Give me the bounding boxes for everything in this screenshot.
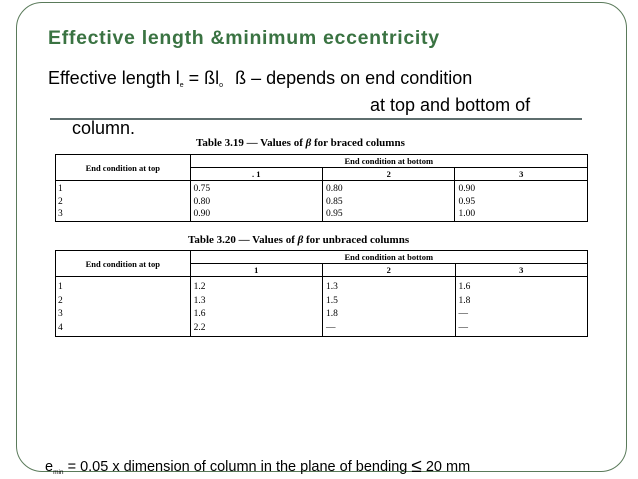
table1-top-header: End condition at top (56, 155, 191, 181)
table1-col-label: . 1 (190, 168, 322, 181)
table1-cell: 0.80 (193, 196, 211, 207)
table1-row-labels (56, 181, 191, 222)
table2-caption (188, 234, 409, 246)
table1-cell: 0.80 (326, 184, 343, 194)
table2-cell: 1.8 (326, 309, 338, 319)
formula-text: = 0.05 x dimension of column in the plane of bending (63, 459, 412, 475)
table2-row-labels (56, 277, 191, 337)
table1-row-label: 3 (58, 209, 63, 219)
table1-row-label: 2 (58, 196, 63, 207)
table1-col2-values (323, 181, 455, 222)
table1-bottom-header: End condition at bottom (190, 155, 587, 168)
table1-col3-values (455, 181, 588, 222)
table2-col2-values (323, 277, 455, 337)
table2-cell: 1.8 (458, 295, 471, 306)
table2-cell: 1.6 (458, 282, 471, 292)
braced-columns-table (55, 154, 588, 222)
description-line-2: at top and bottom of (370, 95, 531, 115)
table1-col-label: 2 (323, 168, 455, 181)
less-equal-symbol: ≤ (411, 456, 422, 477)
table1-cell: 0.90 (193, 209, 211, 219)
table2-cell: 1.6 (193, 309, 206, 319)
table1-col1-values (190, 181, 322, 222)
table1-cell: 0.95 (326, 209, 343, 219)
formula-subscript-min: min (53, 469, 64, 476)
table2-top-header: End condition at top (56, 251, 191, 277)
table2-bottom-header: End condition at bottom (190, 251, 587, 264)
table1-cell: 0.75 (193, 184, 211, 194)
table2-col-label: 1 (190, 264, 322, 277)
subscript-e: e (179, 82, 184, 89)
table1-caption-beta: β (305, 137, 312, 149)
table2-col-label: 2 (323, 264, 455, 277)
table2-cell: — (326, 322, 336, 333)
table2-cell: 1.5 (326, 295, 338, 306)
table1-caption-pre: Table 3.19 — Values of (196, 137, 306, 149)
table1-cell: 1.00 (458, 209, 476, 219)
table2-cell: 1.2 (193, 282, 206, 292)
table2-cell: 1.3 (193, 295, 206, 306)
table1-row-label: 1 (58, 184, 63, 194)
table2-row-label: 4 (58, 322, 63, 333)
table1-cell: 0.90 (458, 184, 476, 194)
effective-length-line (48, 68, 472, 89)
table2-cell: — (458, 322, 468, 333)
table1-cell: 0.95 (458, 196, 476, 207)
table2-caption-post: for unbraced columns (303, 234, 410, 246)
table2-cell: 1.3 (326, 282, 338, 292)
table2-row-label: 3 (58, 309, 63, 319)
slide-title: Effective length &minimum eccentricity (48, 27, 440, 49)
table1-cell: 0.85 (326, 196, 343, 207)
table2-row-label: 2 (58, 295, 63, 306)
formula-e: e (45, 459, 54, 475)
min-eccentricity-formula (45, 456, 470, 478)
table2-col-label: 3 (455, 264, 588, 277)
table2-caption-pre: Table 3.20 — Values of (188, 234, 298, 246)
table1-caption (196, 137, 405, 149)
beta-description: ß – depends on end condition (235, 68, 473, 88)
effective-length-eq: = ßl (183, 68, 220, 88)
table2-row-label: 1 (58, 282, 63, 292)
table1-caption-post: for braced columns (311, 137, 405, 149)
table2-cell: — (458, 309, 468, 319)
formula-tail: 20 mm (421, 459, 471, 475)
table2-caption-beta: β (297, 234, 304, 246)
table2-col3-values (455, 277, 588, 337)
description-line-3: column. (72, 118, 136, 138)
subscript-o: o (219, 82, 224, 89)
table2-cell: 2.2 (193, 322, 206, 333)
table1-col-label: 3 (455, 168, 588, 181)
unbraced-columns-table (55, 250, 588, 337)
effective-length-prefix: Effective length l (48, 68, 180, 88)
table2-col1-values (190, 277, 322, 337)
